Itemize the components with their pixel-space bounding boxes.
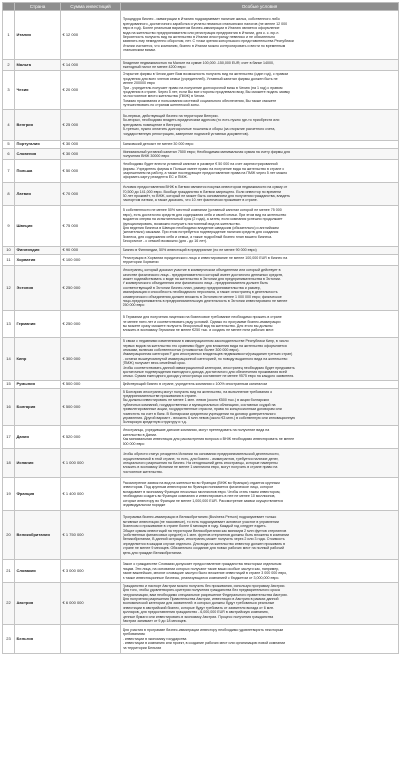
condition-line: (собственных финансовых средств) и 1 млн. фунтов стерлингов должны быть вложены в компании bbox=[122, 533, 289, 538]
row-number: 7 bbox=[3, 160, 15, 183]
condition-line: индивидуальном порядке bbox=[122, 503, 166, 508]
country-name: Румыния bbox=[15, 381, 61, 389]
condition-line: лицам. Эти лица, на основании которых получают такие ваши особые заслуги как, например, bbox=[122, 566, 280, 571]
condition-line: Условия предоставления ВНЖ в Латвии являются покупка инвестором недвижимости на сумму от bbox=[122, 185, 288, 190]
table-row bbox=[3, 511, 399, 560]
condition-line: может ходатайствовать о виде на жительство в Эстонии для предпринимательства в Эстонии. bbox=[122, 276, 281, 281]
special-conditions bbox=[121, 583, 399, 625]
table-row bbox=[3, 60, 399, 71]
investment-sum: € 50 000 bbox=[61, 160, 121, 183]
condition-line: арендованного, достаточного заработка и уплаты немалых итальянских налогов (не менее 12 000 bbox=[122, 21, 288, 26]
condition-line: управления. Другой вариант - вложить 6 млн левов (около €3 млн.) в собственную или инновационную bbox=[122, 415, 296, 420]
condition-line: не менее пяти лет и соответствовать ряду условий. Однако по программе бизнес-иммиграции bbox=[122, 319, 281, 324]
condition-line: путешествовать по странам шенгенской зоны. bbox=[122, 103, 200, 108]
row-number: 3 bbox=[3, 71, 15, 110]
row-number: 23 bbox=[3, 624, 15, 653]
country-name: Италия bbox=[15, 11, 61, 60]
condition-line: Помимо проживания и пользования системой социального обеспечения, Вы также сможете bbox=[122, 98, 277, 103]
condition-line: продления в стране. Через 5 лет, если Вы все стороны продлевали визу, Вы сможете подать заявку bbox=[122, 90, 290, 94]
investment-table bbox=[2, 2, 399, 654]
investment-sum: € 14 000 bbox=[61, 60, 121, 71]
condition-line: - инвестиции в компанию или проект, в создание рабочих мест или организацию новой компании bbox=[122, 641, 286, 646]
condition-line: функционировать, возможно получить постоянный вид на жительство. bbox=[122, 221, 241, 226]
investment-sum: € 30 000 bbox=[61, 149, 121, 160]
condition-line: Вероятность получить вид на жительство в Италии иностранцу невелико и не обязательно bbox=[122, 35, 275, 39]
condition-line: предпринимательстве проживания в стране. bbox=[122, 393, 198, 398]
condition-line: В Германии для получения лицензии на бизнесовое требование необходимо прожить в стране bbox=[122, 315, 282, 320]
condition-line: - остатки вышеупомянутой иммиграционной категорией, по поводу выданного вида на жительство bbox=[122, 356, 288, 361]
investment-sum: € 6 000 000 bbox=[61, 583, 121, 625]
table-row bbox=[3, 583, 399, 625]
row-number: 14 bbox=[3, 338, 15, 381]
row-number: 17 bbox=[3, 426, 15, 449]
table-row bbox=[3, 160, 399, 183]
condition-line: лицо-предприниматель в предпринимательскую деятельность в Эстонии инвестировано не менее bbox=[122, 299, 288, 304]
table-row bbox=[3, 183, 399, 206]
condition-line: - инвестиции в экономику государства bbox=[122, 636, 187, 641]
country-name: Финляндия bbox=[15, 247, 61, 255]
condition-line: ценные бумаги или инвестировать в экономику Австрии. Процесс получения гражданства bbox=[122, 614, 274, 619]
condition-line: необходимо создать во Франции компанию и инвестировать в нее не менее 10 миллионов, bbox=[122, 494, 276, 499]
special-conditions bbox=[121, 141, 399, 149]
condition-line: разрешением на работу, а также последующее предоставление права на ПМЖ через 5 лет можно bbox=[122, 171, 288, 175]
investment-sum: € 1 750 000 bbox=[61, 511, 121, 560]
condition-line: 30 лет проживёт, то ВНЖ, который не может быть основанием для получения гражданства, владеть bbox=[122, 194, 291, 198]
condition-line: Для того, чтобы удовлетворять критерии получения гражданства без предварительного срока bbox=[122, 588, 280, 593]
header-country: Страна bbox=[15, 3, 61, 11]
table-body bbox=[3, 11, 399, 654]
condition-line: первых видов на жительство это сравнимо будет для вложения вида на жительство оформляется bbox=[122, 343, 287, 348]
condition-line: Во-вторых, необходимо владеть юридическим адресом (то есть нужно где-то приобрести или bbox=[122, 118, 280, 123]
investment-sum: € 300 000 bbox=[61, 338, 121, 381]
condition-line: бизнеса, для содержания себя и семьи, а также подробный бизнес план вашего бизнеса. bbox=[122, 234, 273, 239]
condition-line: В собственности не менее 50% местной компании (уставный капитал которой не менее 75 000 bbox=[122, 208, 282, 213]
country-name: Словакия bbox=[15, 560, 61, 583]
special-conditions bbox=[121, 511, 399, 560]
table-row bbox=[3, 266, 399, 311]
special-conditions bbox=[121, 60, 399, 71]
condition-line: такие важнейших, многие словацкие заслуги было вложение инвестиций в стране 3 000 000 евро, bbox=[122, 571, 288, 576]
country-name: Польша bbox=[15, 160, 61, 183]
row-number: 16 bbox=[3, 389, 15, 426]
country-name: Мальта bbox=[15, 60, 61, 71]
condition-line: вида на жительство предпринимателя или регистрация предприятия в Италии, для к. с. юр.л. bbox=[122, 30, 280, 35]
special-conditions bbox=[121, 560, 399, 583]
special-conditions bbox=[121, 149, 399, 160]
country-name: Швеция bbox=[15, 206, 61, 247]
country-name: Великобритания bbox=[15, 511, 61, 560]
condition-line: осуществляемой в этой стране, то есть, для бизнес - иммигрантов, требуется наличие денег, bbox=[122, 456, 279, 461]
condition-line: поместить на счет в банк. В болгарском кредитном учреждении на договор доверительного bbox=[122, 411, 276, 416]
condition-line: Бизнес в Финляндии, 50% инвестиций в предприятие (но не менее 90 000 евро) bbox=[122, 248, 257, 253]
condition-line: (желательно) языками. При этом потребуется подтверждение наличия средств для создания bbox=[122, 230, 279, 235]
country-name: Кипр bbox=[15, 338, 61, 381]
condition-line: В Болгарию иностранец могут получить вид на жительство, на выполнение требования о bbox=[122, 389, 273, 394]
country-name: Словения bbox=[15, 149, 61, 160]
investment-sum: € 20 000 bbox=[61, 71, 121, 110]
condition-line: которые инвестору во Франции не менее 1,000,000 EUR. Рассмотрение заявки осуществляется bbox=[122, 498, 283, 503]
condition-line: Программа бизнес-иммиграции в Великобританию (Business Person) подразумевает только bbox=[122, 515, 277, 520]
table-row bbox=[3, 206, 399, 247]
country-name: Бельгия bbox=[15, 624, 61, 653]
condition-line: Регистрация в Хорватии юридического лица и инвестирование не менее 100,000 EUR в бизнес на bbox=[122, 255, 288, 260]
table-row bbox=[3, 478, 399, 511]
condition-line: продления для всех членов семьи (учредителей). Уставный капитал фирмы должен быть не bbox=[122, 76, 278, 81]
investment-sum: € 1 000 000 bbox=[61, 449, 121, 478]
condition-line: Банковский депозит не менее 30 000 евро bbox=[122, 142, 194, 147]
condition-line: Австрии занимает от 9 до 18 месяцев. bbox=[122, 619, 187, 623]
condition-line: При - учредитель получает право на получение долгосрочной визы в Чехию (на 1 год) с правом bbox=[122, 85, 283, 90]
condition-line: Чтобы обрести статус резидента Испании на основании предпринимательской деятельности, bbox=[122, 452, 280, 457]
condition-line: менее 200000 евро bbox=[122, 81, 155, 86]
condition-line: стране не менее 9 месяцев. Обязательно создание для новых рабочих мест на полный рабочий bbox=[122, 546, 285, 551]
header-num bbox=[3, 3, 15, 11]
table-row bbox=[3, 381, 399, 389]
row-number: 20 bbox=[3, 511, 15, 560]
condition-line: публичных компаний, государственных и муниципальных облигациях, составных ссудой на bbox=[122, 402, 276, 407]
special-conditions bbox=[121, 624, 399, 653]
table-row bbox=[3, 338, 399, 381]
condition-line: Закон о гражданстве Словакии допускает предоставление гражданства некоторым отдельным bbox=[122, 562, 282, 567]
condition-line: Общие суммы инвестиций на территории Великобритании как минимум 2 млн фунтов стерлингов bbox=[122, 528, 287, 533]
condition-line: арендовать помещение в Венгрии). bbox=[122, 122, 183, 127]
condition-line: долларов, для предоставления гражданство - 6,000,000 EUR в австрийскую компанию, bbox=[122, 610, 269, 615]
investment-sum: € 250 000 bbox=[61, 311, 121, 338]
condition-line: семьями, включая собственностью (стоимостью более 300 000 евро). bbox=[122, 347, 240, 352]
condition-line: требованиям: bbox=[122, 632, 146, 637]
condition-line: привилегированные акции, государственные отрасли, права по концессионным договорам или bbox=[122, 407, 282, 412]
condition-line: достаточные подтверждения ежегодного дохода, достаточного для обеспечения проживания всей bbox=[122, 370, 287, 375]
condition-line: Владение недвижимостью на Мальте на сумме 100,000 -150,000 EUR; счет в банке 14000, bbox=[122, 60, 275, 65]
investment-sum bbox=[61, 624, 121, 653]
condition-line: Процедура бизнес - иммиграции в Италию подразумевает наличие жилья, собственного либо bbox=[122, 17, 280, 22]
table-row bbox=[3, 389, 399, 426]
condition-line: Великобритании, В данной ситуации, иностранец может получить через 2 или 3 года. Стоимость bbox=[122, 537, 285, 542]
table-header-row bbox=[3, 3, 399, 11]
row-number: 21 bbox=[3, 560, 15, 583]
investment-sum: € 100 000 bbox=[61, 255, 121, 266]
condition-line: натурализации, вам необходимо специальное разрешение Федерального правительства Австрии. bbox=[122, 592, 288, 597]
row-number: 15 bbox=[3, 381, 15, 389]
special-conditions bbox=[121, 338, 399, 381]
country-name: Франция bbox=[15, 478, 61, 511]
row-number: 12 bbox=[3, 266, 15, 311]
row-number: 18 bbox=[3, 449, 15, 478]
header-conditions: Особые условия bbox=[121, 3, 399, 11]
investment-sum: € 500 000 bbox=[61, 381, 121, 389]
country-name: Австрия bbox=[15, 583, 61, 625]
condition-line: 250 000 евро bbox=[122, 303, 145, 308]
condition-line: Открытие фирмы в Чехии дает Вам возможность получить вид на жительство (один год), с правом bbox=[122, 72, 288, 77]
condition-line: определяется в каждом случае отдельно. Для вида на жительство инвестор должен проживать в bbox=[122, 541, 285, 546]
investment-sum: € 12 000 bbox=[61, 11, 121, 60]
country-name: Болгария bbox=[15, 389, 61, 426]
special-conditions bbox=[121, 389, 399, 426]
row-number: 5 bbox=[3, 141, 15, 149]
special-conditions bbox=[121, 160, 399, 183]
condition-line: экономической категории для заявителей: в которых должны будут требоваться реальные bbox=[122, 601, 275, 606]
special-conditions bbox=[121, 183, 399, 206]
condition-line: специального разрешения на бизнес. На сегодняшний день иностранцы, которые намерены bbox=[122, 461, 278, 466]
special-conditions bbox=[121, 266, 399, 311]
row-number: 2 bbox=[3, 60, 15, 71]
condition-line: В связи с недавними изменениями в иммиграционном законодательстве Республики Кипр, в число bbox=[122, 339, 289, 344]
condition-line: коммерческого объединения должен вложить в Эстонию не менее 1 000 000 евро; физическое bbox=[122, 294, 282, 299]
condition-line: У коммерческого объединения или физического лица - предпринимателя должен быть bbox=[122, 281, 268, 286]
condition-line: инвесторам. Под крупным инвестором во Франции понимается физическое лицо, которое bbox=[122, 485, 274, 490]
condition-line: (ПМЖ) получает весь семейный срок. bbox=[122, 361, 186, 366]
header-sum: Сумма инвестиций bbox=[61, 3, 121, 11]
condition-line: Иммиграционная категория F для иностранных владельцев недвижимости(гражданин третьих стран) bbox=[122, 352, 293, 357]
investment-sum: € 500 000 bbox=[61, 389, 121, 426]
condition-line: Во-первых, действующий бизнес на территории Венгрии. bbox=[122, 113, 219, 118]
table-row bbox=[3, 560, 399, 583]
row-number: 19 bbox=[3, 478, 15, 511]
investment-sum: € 90 000 bbox=[61, 247, 121, 255]
country-name: Хорватия bbox=[15, 255, 61, 266]
condition-line: территории Хорватии bbox=[122, 260, 159, 264]
country-name: Венгрия bbox=[15, 110, 61, 141]
row-number: 9 bbox=[3, 206, 15, 247]
table-row bbox=[3, 11, 399, 60]
country-name: Португалия bbox=[15, 141, 61, 149]
special-conditions bbox=[121, 311, 399, 338]
investment-sum: € 25 000 bbox=[61, 110, 121, 141]
special-conditions bbox=[121, 110, 399, 141]
table-row bbox=[3, 141, 399, 149]
condition-line: жительство в Дании. bbox=[122, 432, 158, 437]
table-row bbox=[3, 110, 399, 141]
condition-line: Иностранец, который доказал участие в коммерческом объединении или который действует в bbox=[122, 268, 281, 273]
condition-line: Рассмотрение заявок на вид на жительство во Франции (ВНЖ во Франции) отдается крупным bbox=[122, 481, 280, 486]
condition-line: Чтобы соответствовать данной иммиграционной категории, иностранец необходимо будет предъявить bbox=[122, 365, 295, 370]
condition-line: заявлять ему немедленно оборотом, нет. С точки зрения консульского представительства Республики bbox=[122, 39, 294, 44]
condition-line: квалификация и способность необходимого персонала, а также: иностранец в деятельность bbox=[122, 290, 278, 295]
row-number: 4 bbox=[3, 110, 15, 141]
condition-line: оформить карту резидента ЕС и ПМЖ. bbox=[122, 175, 188, 180]
condition-line: активные инвестиции (не пассивные), то есть подразумевает активное участие в управлении bbox=[122, 519, 279, 524]
condition-line: получения ВНЖ 30000 евро bbox=[122, 154, 170, 158]
country-name: Германия bbox=[15, 311, 61, 338]
country-name: Латвия bbox=[15, 183, 61, 206]
condition-line: день для граждан Великобритании. bbox=[122, 550, 183, 555]
special-conditions bbox=[121, 71, 399, 110]
special-conditions bbox=[121, 449, 399, 478]
condition-line: евро), есть достаточно средств для содержания себя и своей семьи. При этом вид на жительство bbox=[122, 212, 287, 217]
country-name: Чехия bbox=[15, 71, 61, 110]
condition-line: бизнесом и проживание в стране более 6 месяцев в году. Каждый год следует ездить. bbox=[122, 524, 267, 529]
investment-sum: € 30 000 bbox=[61, 141, 121, 149]
special-conditions bbox=[121, 247, 399, 255]
condition-line: вложить в экономику Испании не менее 1 миллиона евро, могут получить в стране право на bbox=[122, 465, 278, 470]
investment-sum: € 520 000 bbox=[61, 426, 121, 449]
condition-line: фирмы. Учредитель фирмы в Польше имеет право на получение вида на жительство в стране с bbox=[122, 166, 285, 171]
condition-line: инвестиции в австрийский бизнес, которые будут требовать от заявителя вклада от 6 млн. bbox=[122, 605, 275, 610]
country-name: Дания bbox=[15, 426, 61, 449]
row-number: 13 bbox=[3, 311, 15, 338]
condition-line: Вы должны инвестировать не менее 1 млн. левов (около €500 тыс.) в акции болгарских bbox=[122, 398, 270, 403]
table-row bbox=[3, 247, 399, 255]
investment-sum: € 70 000 bbox=[61, 183, 121, 206]
condition-line: постоянное жительство. bbox=[122, 469, 163, 474]
special-conditions bbox=[121, 426, 399, 449]
investment-sum: € 75 000 bbox=[61, 206, 121, 247]
condition-line: Действующий бизнес в стране, учредитель компании с 100% иностранным капиталом bbox=[122, 382, 267, 387]
condition-line: соответствующий в Эстонии бизнес-план, размер предпринимательства и размер, bbox=[122, 285, 261, 290]
table-row bbox=[3, 149, 399, 160]
condition-line: 70,500 до 141,000 евро. Вообще гражданство в Латвии запрещено. Если инвестор по времени bbox=[122, 189, 282, 194]
condition-line: на территории Бельгии bbox=[122, 645, 162, 650]
condition-line: 500 000 евро bbox=[122, 441, 145, 446]
condition-line: паспортом латвии, а также доказать, что 10 лет фактически проживает в стране. bbox=[122, 198, 258, 203]
condition-line: ежегодный налог не менее 4200 евро bbox=[122, 65, 186, 69]
table-row bbox=[3, 449, 399, 478]
investment-sum: € 1 400 000 bbox=[61, 478, 121, 511]
condition-line: Необходимо будет внести уставной капитал в размере € 50 000 на счет зарегистрированной bbox=[122, 162, 278, 167]
special-conditions bbox=[121, 206, 399, 247]
row-number: 10 bbox=[3, 247, 15, 255]
table-row bbox=[3, 624, 399, 653]
condition-line: семьи. Сумма ежегодного дохода у иностранца составляет не менее 9575 евро на каждого заявителя. bbox=[122, 374, 295, 379]
condition-line: Для получения разрешения Правительства Австрии, инвестиции в Австрию в рамках данной bbox=[122, 596, 279, 601]
condition-line: Для ведения бизнеса в Швеции необходимо владение шведским (обязательно) и английским bbox=[122, 226, 279, 230]
condition-line: Для участия в программе бизнес-иммиграции инвестору необходимо удовлетворять некоторым bbox=[122, 627, 284, 632]
condition-line: вы можете сразу сможете получить бессрочный вид на жительство. Для этого вы должны bbox=[122, 324, 273, 328]
condition-line: болгарскую кредитную структуру и т.д. bbox=[122, 420, 187, 425]
condition-line: Как минимальная инвестиция для рассмотрения вопроса о ВНЖ необходимо инвестировать не менее bbox=[122, 437, 295, 442]
special-conditions bbox=[121, 381, 399, 389]
row-number: 1 bbox=[3, 11, 15, 60]
special-conditions bbox=[121, 11, 399, 60]
row-number: 8 bbox=[3, 183, 15, 206]
table-row bbox=[3, 255, 399, 266]
row-number: 6 bbox=[3, 149, 15, 160]
condition-line: качестве физического лица - предпринимателя и который имеет достаточно денежных средств, bbox=[122, 272, 284, 277]
condition-line: Италии считается, что компанию, бизнес в Италии можно контролировать и вести по временным bbox=[122, 43, 286, 48]
condition-line: государственную регистрацию, заверение подписей уставных документов). bbox=[122, 131, 249, 136]
row-number: 11 bbox=[3, 255, 15, 266]
condition-line: Гражданство и паспорт Австрии можно получить без проживания, используя программу Австрии. bbox=[122, 583, 286, 588]
table-row bbox=[3, 311, 399, 338]
country-name: Эстония bbox=[15, 266, 61, 311]
condition-line: евро в год). Более реальным вариантом бизнес-иммиграции в Италию является оформление bbox=[122, 26, 280, 31]
special-conditions bbox=[121, 255, 399, 266]
special-conditions bbox=[121, 478, 399, 511]
investment-sum: € 250 000 bbox=[61, 266, 121, 311]
condition-line: а также инвестиционные бизнесы, реализующиеся компанией с бюджетом от 3,000,000 евро. bbox=[122, 575, 280, 580]
condition-line: итальянским визам. bbox=[122, 48, 156, 53]
row-number: 22 bbox=[3, 583, 15, 625]
condition-line: Минимальный уставной капитал 7500 евро; Необходимая минимальная сумма на счету фирмы для bbox=[122, 149, 290, 154]
investment-sum: € 3 000 000 bbox=[61, 560, 121, 583]
condition-line: вкладывает в экономику Франции несколько миллионов евро. Чтобы стать таким инвестором, bbox=[122, 489, 281, 494]
table-row bbox=[3, 426, 399, 449]
condition-line: на постоянное место жительства (ПМЖ) в Чехии. bbox=[122, 94, 206, 99]
condition-line: В-третьих, нужно оплатить долгосрочные пошлины и сборы (за открытие расчетного счета, bbox=[122, 127, 276, 132]
condition-line: вложить в экономику Германии не менее €250 тыс. и создать не менее пяти рабочих мест. bbox=[122, 328, 275, 333]
table-row bbox=[3, 71, 399, 110]
condition-line: Бессрочное - с семьей возможно (для - до 16 лет). bbox=[122, 239, 208, 244]
condition-line: Иностранцы, учредившие датские компании, могут претендовать на получение вида на bbox=[122, 428, 270, 433]
country-name: Испания bbox=[15, 449, 61, 478]
condition-line: выдается сперва на испытательный срок (2 года), а затем, если компания успешно продолжает bbox=[122, 217, 283, 222]
